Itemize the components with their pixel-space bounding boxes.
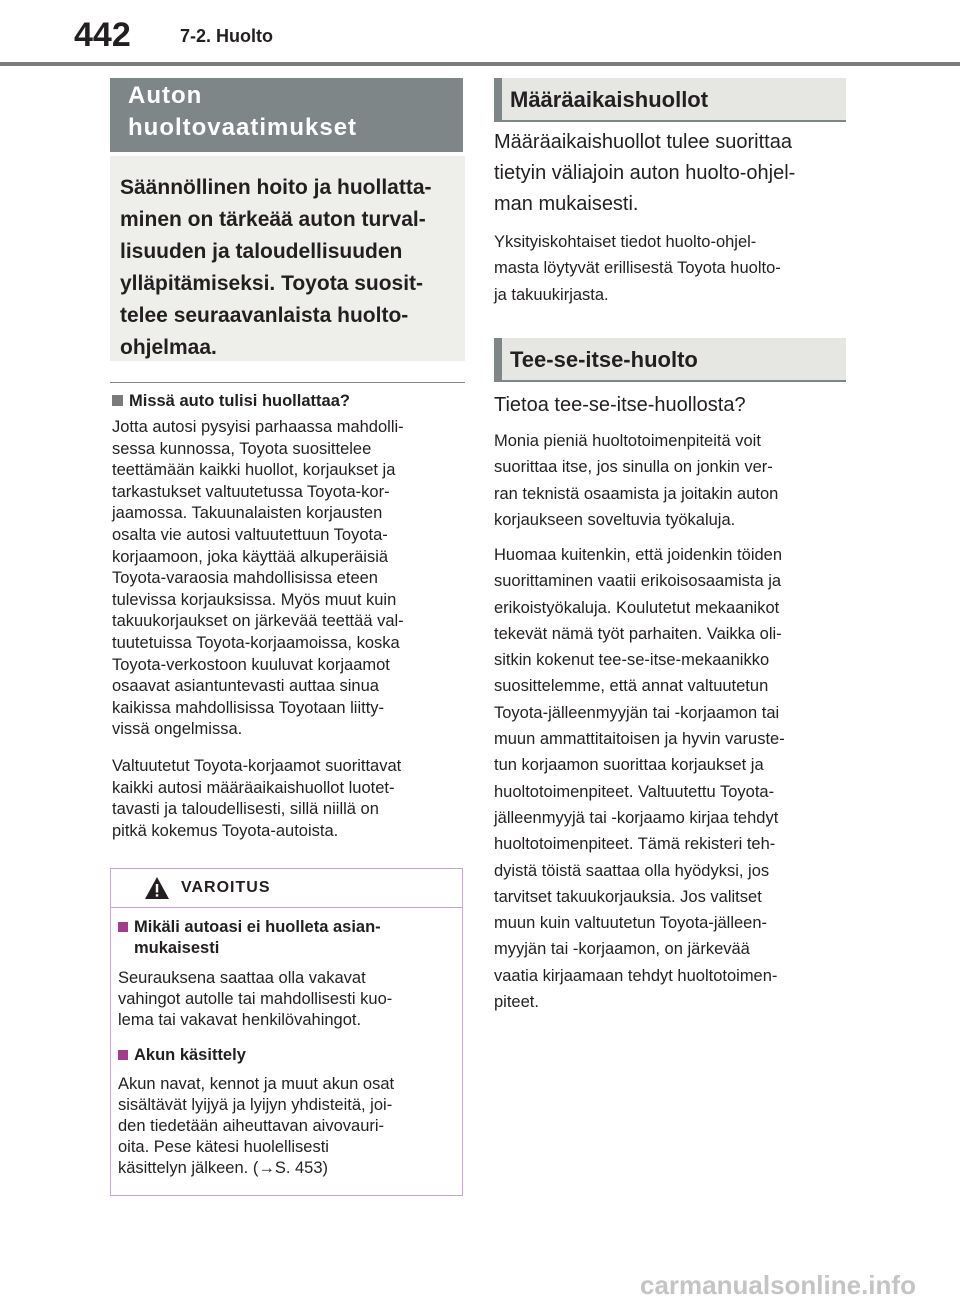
- text-line: masta löytyvät erillisestä Toyota huolto-: [494, 259, 781, 278]
- text-line: korjaamoon, joka käyttää alkuperäisiä: [112, 547, 389, 566]
- text-line: tarvitset takuukorjauksia. Jos valitset: [494, 887, 762, 906]
- paragraph-diy-note: [494, 542, 844, 1015]
- lead-paragraph-diy: Tietoa tee-se-itse-huollosta?: [494, 394, 746, 416]
- text-line: tuutetuissa Toyota-korjaamoissa, koska: [112, 633, 400, 652]
- text-line: Toyota-jälleenmyyjän tai -korjaamon tai: [494, 703, 780, 722]
- text-line: jälleenmyyjä tai -korjaamo kirjaa tehdyt: [494, 808, 779, 827]
- paragraph-scheduled-details: [494, 229, 844, 308]
- text-line: Jotta autosi pysyisi parhaassa mahdolli-: [112, 418, 404, 436]
- warning-item-title: [118, 1045, 456, 1066]
- text-line: Mikäli autoasi ei huolleta asian-: [134, 918, 381, 936]
- text-line: Seurauksena saattaa olla vakavat: [118, 969, 366, 987]
- square-bullet-icon: [118, 922, 128, 932]
- text-line: suosittelemme, että annat valtuutetun: [494, 677, 769, 696]
- text-line: den tiedetään aiheuttavan aivovauri-: [118, 1117, 385, 1135]
- lead-paragraph-scheduled: [494, 127, 844, 220]
- text-line: tietyin väliajoin auton huolto-ohjel-: [494, 162, 796, 184]
- text-line: vahingot autolle tai mahdollisesti kuo-: [118, 990, 393, 1008]
- text-line: Toyota-varaosia mahdollisissa eteen: [112, 569, 378, 588]
- heading-tee-se-itse-huolto: Tee-se-itse-huolto: [494, 338, 846, 382]
- text-line: sitkin kokenut tee-se-itse-mekaanikko: [494, 651, 770, 670]
- heading-line: Auton: [128, 82, 203, 109]
- text-line: ran teknistä osaamista ja joitakin auton: [494, 484, 779, 503]
- warning-body: [111, 908, 462, 1179]
- text-line: suorittaa itse, jos sinulla on jonkin ver-: [494, 458, 773, 477]
- text-line: vaatia kirjaamaan tehdyt huoltotoimen-: [494, 966, 778, 985]
- intro-line: ohjelmaa.: [120, 336, 217, 359]
- heading-maaraaikaishuollot: Määräaikaishuollot: [494, 78, 846, 122]
- text-line: Monia pieniä huoltotoimenpiteitä voit: [494, 432, 761, 450]
- text-line: lema tai vakavat henkilövahingot.: [118, 1011, 362, 1029]
- warning-header: [111, 869, 462, 908]
- text-line: Yksityiskohtaiset tiedot huolto-ohjel-: [494, 233, 757, 251]
- warning-title: VAROITUS: [181, 879, 271, 896]
- text-line: Valtuutetut Toyota-korjaamot suorittavat: [112, 757, 402, 775]
- paragraph-diy-intro: [494, 428, 844, 533]
- intro-line: minen on tärkeää auton turval-: [120, 208, 426, 231]
- paragraph-service-location: [112, 417, 462, 741]
- intro-line: telee seuraavanlaista huolto-: [120, 304, 409, 327]
- text-line: käsittelyn jälkeen. (→S. 453): [118, 1159, 329, 1177]
- text-line: tavasti ja taloudellisesti, sillä niillä on: [112, 800, 379, 819]
- text-line: sisältävät lyijyä ja lyijyn yhdisteitä, joi-: [118, 1096, 393, 1114]
- text-line: tulevissa korjauksissa. Myös muut kuin: [112, 590, 397, 609]
- intro-box: [110, 156, 465, 361]
- text-line: erikoistyökaluja. Koulutetut mekaanikot: [494, 598, 780, 617]
- text-line: kaikissa mahdollisissa Toyotaan liitty-: [112, 698, 385, 717]
- text-line: Akun navat, kennot ja muut akun osat: [118, 1075, 395, 1093]
- intro-line: Säännöllinen hoito ja huollatta-: [120, 176, 432, 199]
- warning-item-text: [118, 1074, 456, 1179]
- text-line: tarkastukset valtuutetussa Toyota-kor-: [112, 482, 390, 501]
- divider: [110, 382, 465, 383]
- text-line: Huomaa kuitenkin, että joidenkin töiden: [494, 546, 783, 564]
- intro-line: lisuuden ja taloudellisuuden: [120, 240, 403, 263]
- header-rule: [0, 62, 960, 66]
- heading-line: huoltovaatimukset: [128, 114, 358, 141]
- text-line: kaikki autosi määräaikaishuollot luotet-: [112, 778, 395, 797]
- watermark: carmanualsonline.info: [640, 1270, 916, 1300]
- text-line: korjaukseen soveltuvia työkaluja.: [494, 510, 736, 529]
- text-line: jaamossa. Takuunalaisten korjausten: [112, 504, 383, 523]
- text-line: osalta vie autosi valtuutettuun Toyota-: [112, 525, 388, 544]
- text-line: Akun käsittely: [134, 1046, 246, 1064]
- text-line: takuukorjaukset on järkevää teettää val-: [112, 612, 404, 631]
- text-line: muun kuin valtuutetun Toyota-jälleen-: [494, 914, 768, 933]
- text-line: man mukaisesti.: [494, 193, 639, 215]
- text-line: sessa kunnossa, Toyota suosittelee: [112, 439, 372, 458]
- text-line: muun ammattitaitoisen ja hyvin varuste-: [494, 730, 785, 749]
- text-line: suorittaminen vaatii erikoisosaamista ja: [494, 572, 782, 591]
- text-line: tun korjaamon suorittaa korjaukset ja: [494, 756, 764, 775]
- warning-item-text: [118, 968, 456, 1031]
- warning-triangle-icon: [144, 876, 170, 900]
- warning-item-title: [118, 917, 456, 959]
- square-bullet-icon: [118, 1050, 128, 1060]
- text-line: myyjän tai -korjaamon, on järkevää: [494, 940, 750, 959]
- text-line: tekevät nämä työt parhaiten. Vaikka oli-: [494, 624, 782, 643]
- page-number: 442: [74, 16, 131, 54]
- text-line: pitkä kokemus Toyota-autoista.: [112, 821, 339, 840]
- square-bullet-icon: [112, 395, 123, 406]
- section-title: 7-2. Huolto: [180, 26, 273, 46]
- text-line: Määräaikaishuollot tulee suorittaa: [494, 131, 792, 153]
- text-line: ja takuukirjasta.: [494, 285, 609, 304]
- subheading-text: Missä auto tulisi huollattaa?: [129, 392, 350, 410]
- text-line: oita. Pese kätesi huolellisesti: [118, 1138, 329, 1156]
- text-line: teettämään kaikki huollot, korjaukset ja: [112, 461, 396, 480]
- text-line: piteet.: [494, 993, 539, 1012]
- text-line: Toyota-verkostoon kuuluvat korjaamot: [112, 655, 390, 674]
- heading-auton-huoltovaatimukset: [110, 78, 463, 152]
- text-line: huoltotoimenpiteet. Tämä rekisteri teh-: [494, 835, 776, 854]
- text-line: huoltotoimenpiteet. Valtuutettu Toyota-: [494, 782, 775, 801]
- paragraph-authorized-workshops: [112, 756, 462, 842]
- text-line: mukaisesti: [134, 939, 220, 957]
- warning-box: [110, 868, 463, 1196]
- text-line: dyistä töistä saattaa olla hyödyksi, jos: [494, 861, 770, 880]
- intro-line: ylläpitämiseksi. Toyota suosit-: [120, 272, 424, 295]
- text-line: osaavat asiantuntevasti auttaa sinua: [112, 677, 379, 696]
- subheading: [112, 392, 350, 411]
- text-line: vissä ongelmissa.: [112, 720, 243, 739]
